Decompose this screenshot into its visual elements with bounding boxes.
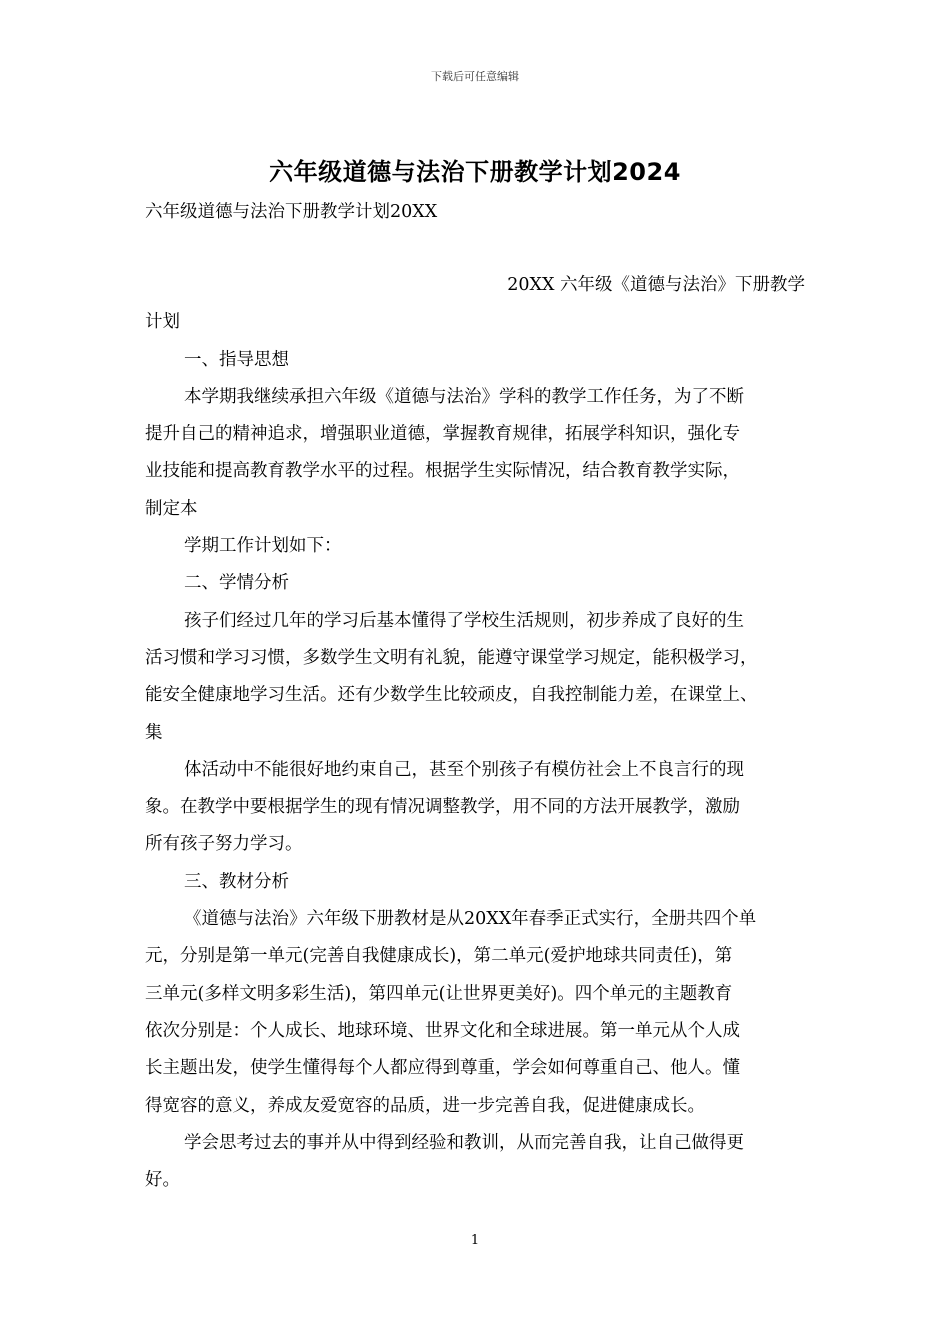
body-text-line: 学会思考过去的事并从中得到经验和教训，从而完善自我，让自己做得更 <box>184 1132 744 1153</box>
body-text-line: 好。 <box>145 1170 180 1191</box>
body-text-line: 能安全健康地学习生活。还有少数学生比较顽皮，自我控制能力差，在课堂上、 <box>145 685 758 706</box>
body-text-line: 长主题出发，使学生懂得每个人都应得到尊重，学会如何尊重自己、他人。懂 <box>145 1058 740 1079</box>
body-text-line: 二、学情分析 <box>184 573 289 594</box>
plan-heading-line: 20XX 六年级《道德与法治》下册教学 <box>507 275 805 295</box>
document-body <box>145 267 810 1199</box>
body-text-line: 所有孩子努力学习。 <box>145 834 303 855</box>
body-text-line: 象。在教学中要根据学生的现有情况调整教学，用不同的方法开展教学，激励 <box>145 797 740 818</box>
body-text-line: 依次分别是：个人成长、地球环境、世界文化和全球进展。第一单元从个人成 <box>145 1020 740 1041</box>
body-text-line: 体活动中不能很好地约束自己，甚至个别孩子有模仿社会上不良言行的现 <box>184 759 744 780</box>
body-paragraphs <box>145 342 810 1200</box>
plan-heading-line: 计划 <box>145 312 180 333</box>
document-title: 六年级道德与法治下册教学计划2024 <box>269 158 681 186</box>
body-text-line: 三、教材分析 <box>184 871 289 892</box>
body-text-line: 提升自己的精神追求，增强职业道德，掌握教育规律，拓展学科知识，强化专 <box>145 424 740 445</box>
body-text-line: 《道德与法治》六年级下册教材是从20XX年春季正式实行，全册共四个单 <box>184 909 757 930</box>
document-subtitle: 六年级道德与法治下册教学计划20XX <box>145 202 438 222</box>
body-text-line: 一、指导思想 <box>184 349 289 370</box>
body-text-line: 活习惯和学习习惯，多数学生文明有礼貌，能遵守课堂学习规定，能积极学习， <box>145 647 758 668</box>
body-text-line: 孩子们经过几年的学习后基本懂得了学校生活规则，初步养成了良好的生 <box>184 610 744 631</box>
page-number: 1 <box>470 1233 480 1248</box>
body-text-line: 得宽容的意义，养成友爱宽容的品质，进一步完善自我，促进健康成长。 <box>145 1095 705 1116</box>
body-text-line: 本学期我继续承担六年级《道德与法治》学科的教学工作任务，为了不断 <box>184 386 744 407</box>
body-text-line: 三单元(多样文明多彩生活)，第四单元(让世界更美好)。四个单元的主题教育 <box>145 983 733 1004</box>
body-text-line: 集 <box>145 722 163 743</box>
body-text-line: 制定本 <box>145 498 198 519</box>
body-text-line: 学期工作计划如下： <box>184 536 342 557</box>
body-text-line: 业技能和提高教育教学水平的过程。根据学生实际情况，结合教育教学实际， <box>145 461 740 482</box>
header-note: 下载后可任意编辑 <box>431 70 519 83</box>
body-text-line: 元，分别是第一单元(完善自我健康成长)，第二单元(爱护地球共同责任)，第 <box>145 946 733 967</box>
